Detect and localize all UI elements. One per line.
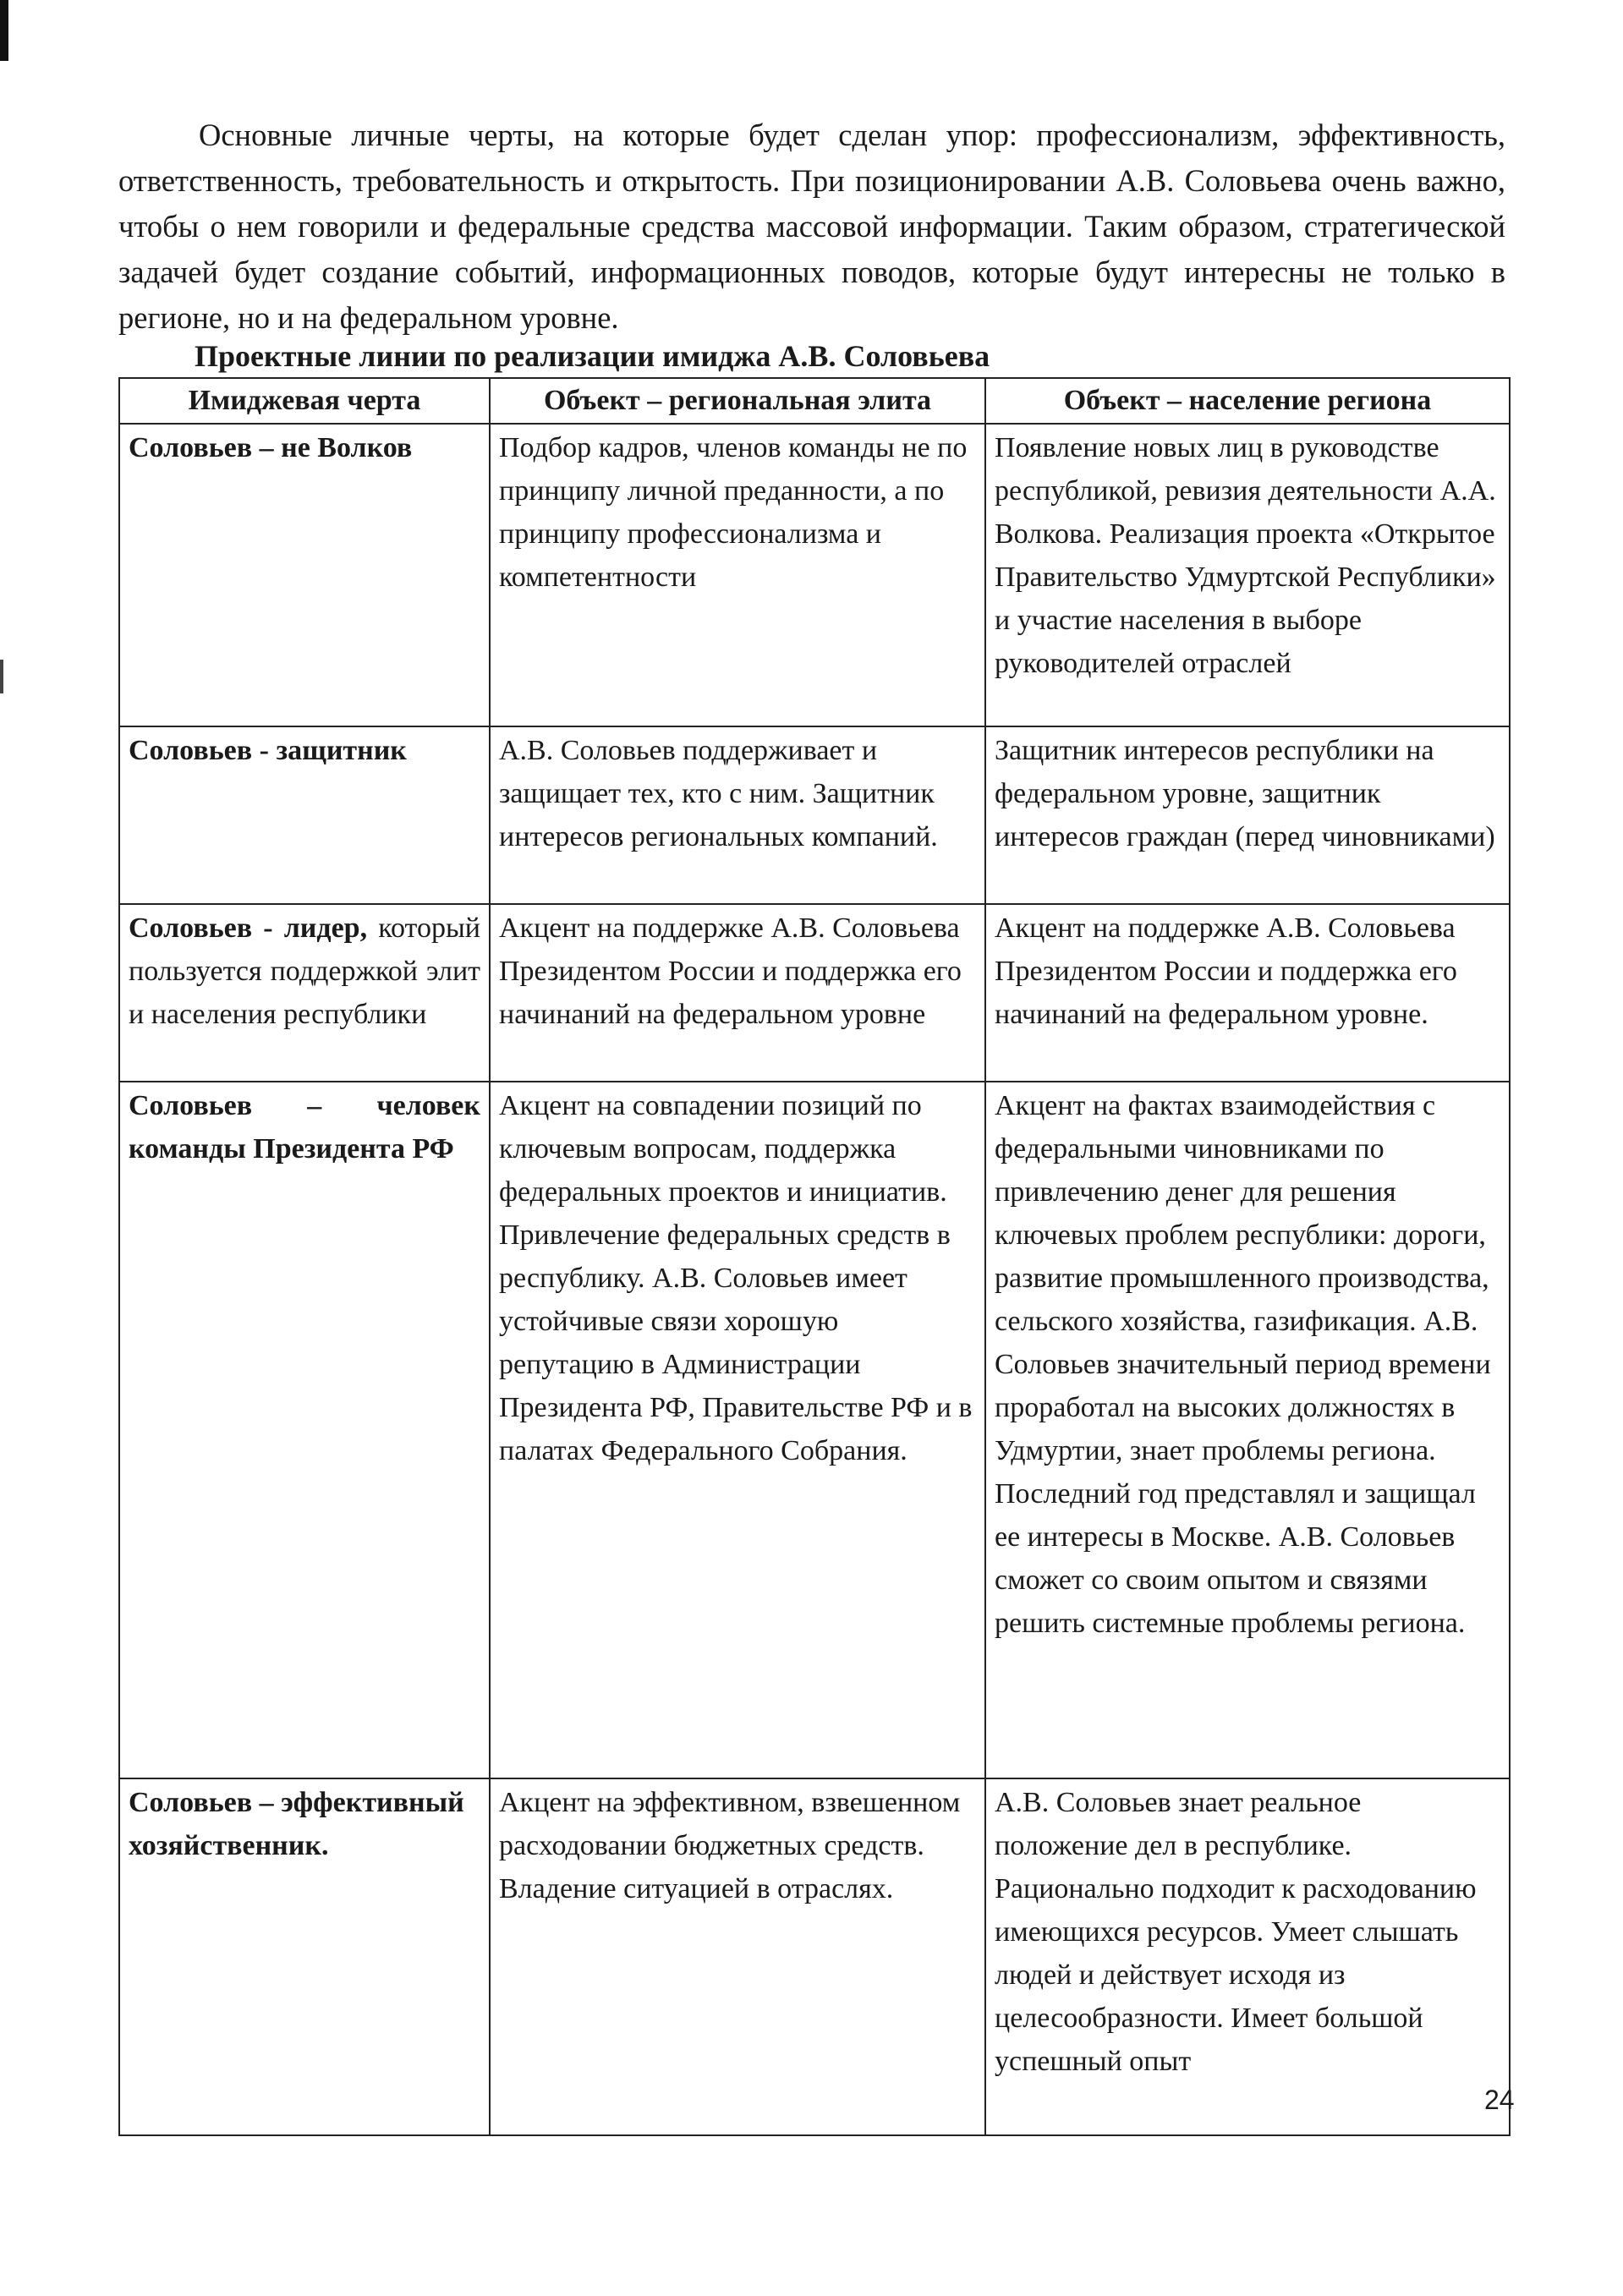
scan-edge-mark	[0, 660, 3, 693]
image-lines-table	[118, 377, 1511, 2136]
population-cell: Появление новых лиц в руководстве республикой, ревизия деятельности А.А. Волкова. Реализация проекта «Открытое Правительство Удмуртской Республики» и участие населения в выборе руководителей отраслей	[985, 424, 1510, 726]
column-header-population: Объект – население региона	[985, 378, 1510, 424]
elite-cell: А.В. Соловьев поддерживает и защищает тех, кто с ним. Защитник интересов региональных компаний.	[490, 726, 985, 904]
trait-title: Соловьев – не Волков	[129, 432, 413, 463]
table-row	[119, 1082, 1510, 1778]
trait-title: Соловьев – человек команды Президента РФ	[129, 1090, 480, 1164]
scan-edge-mark	[0, 0, 8, 61]
elite-cell: Подбор кадров, членов команды не по принципу личной преданности, а по принципу профессионализма и компетентности	[490, 424, 985, 726]
trait-cell	[119, 1082, 490, 1778]
table-row	[119, 726, 1510, 904]
table-title: Проектные линии по реализации имиджа А.В. Соловьева	[195, 339, 990, 373]
trait-cell	[119, 424, 490, 726]
trait-cell	[119, 904, 490, 1082]
table-header-row	[119, 378, 1510, 424]
elite-cell: Акцент на совпадении позиций по ключевым вопросам, поддержка федеральных проектов и инициатив. Привлечение федеральных средств в республику. А.В. Соловьев имеет устойчивые связи хорошую репутацию в Администрации Президента РФ, Правительстве РФ и в палатах Федерального Собрания.	[490, 1082, 985, 1778]
column-header-trait: Имиджевая черта	[119, 378, 490, 424]
trait-title: Соловьев – эффективный хозяйственник.	[129, 1787, 464, 1861]
trait-cell	[119, 1778, 490, 2135]
trait-title: Соловьев - лидер,	[129, 912, 368, 944]
population-cell: Акцент на фактах взаимодействия с федеральными чиновниками по привлечению денег для решения ключевых проблем республики: дороги, развитие промышленного производства, сельского хозяйства, газификация. А.В. Соловьев значительный период времени проработал на высоких должностях в Удмуртии, знает проблемы региона. Последний год представлял и защищал ее интересы в Москве. А.В. Соловьев сможет со своим опытом и связями решить системные проблемы региона.	[985, 1082, 1510, 1778]
population-cell: Акцент на поддержке А.В. Соловьева Президентом России и поддержка его начинаний на федеральном уровне.	[985, 904, 1510, 1082]
elite-cell: Акцент на эффективном, взвешенном расходовании бюджетных средств. Владение ситуацией в отраслях.	[490, 1778, 985, 2135]
population-cell: Защитник интересов республики на федеральном уровне, защитник интересов граждан (перед чиновниками)	[985, 726, 1510, 904]
table-row	[119, 1778, 1510, 2135]
column-header-elite: Объект – региональная элита	[490, 378, 985, 424]
table-row	[119, 904, 1510, 1082]
elite-cell: Акцент на поддержке А.В. Соловьева Президентом России и поддержка его начинаний на федеральном уровне	[490, 904, 985, 1082]
trait-title: Соловьев - защитник	[129, 735, 407, 766]
population-cell: А.В. Соловьев знает реальное положение дел в республике. Рационально подходит к расходованию имеющихся ресурсов. Умеет слышать людей и действует исходя из целесообразности. Имеет большой успешный опыт	[985, 1778, 1510, 2135]
trait-description: который пользуется поддержкой элит и населения республики	[129, 912, 480, 1030]
intro-paragraph: Основные личные черты, на которые будет сделан упор: профессионализм, эффективность, ответственность, требовательность и открытость. При позиционировании А.В. Соловьева очень важно, чтобы о нем говорили и федеральные средства массовой информации. Таким образом, стратегической задачей будет создание событий, информационных поводов, которые будут интересны не только в регионе, но и на федеральном уровне.	[118, 118, 1505, 335]
page-number: 24	[1484, 2085, 1515, 2115]
trait-cell	[119, 726, 490, 904]
table-row	[119, 424, 1510, 726]
